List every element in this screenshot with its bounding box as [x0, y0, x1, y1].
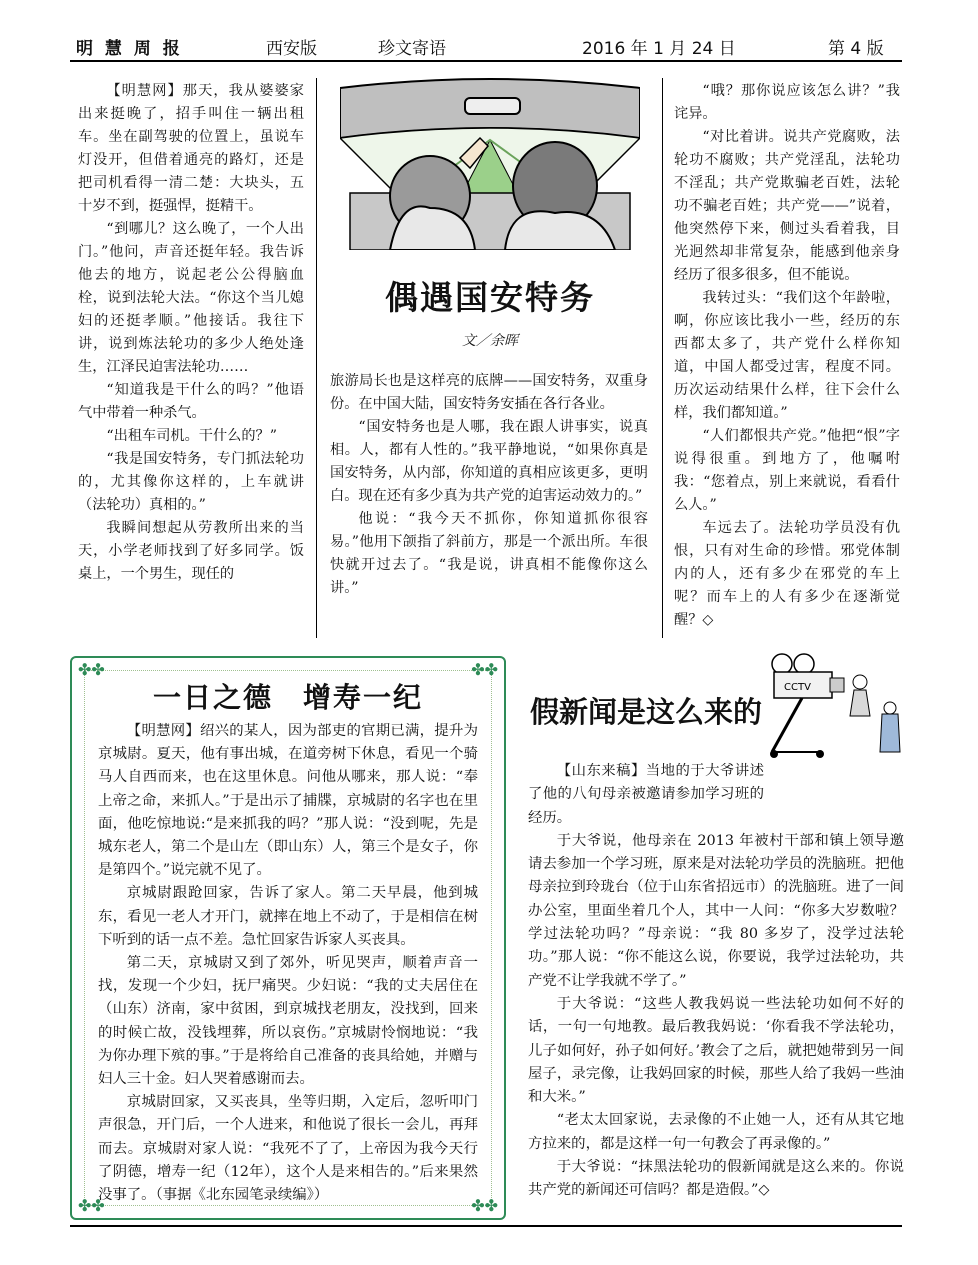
paragraph: “知道我是干什么的吗？”他语气中带着一种杀气。	[78, 382, 304, 421]
paragraph: “我是国安特务，专门抓法轮功的，尤其像你这样的，上车就讲（法轮功）真相的。”	[78, 451, 304, 513]
article1-column-2	[330, 370, 648, 600]
camera-operator-illustration	[762, 652, 902, 762]
paragraph: 于大爷说：“抹黑法轮功的假新闻就是这么来的。你说共产党的新闻还可信吗？都是造假。”◇	[528, 1159, 904, 1199]
masthead	[70, 28, 902, 62]
paragraph: 【明慧网】那天，我从婆婆家出来挺晚了，招手叫住一辆出租车。坐在副驾驶的位置上，虽说车灯没开，但借着通亮的路灯，还是把司机看得一清二楚：大块头，五十岁不到，挺强悍，挺精干。	[78, 83, 304, 214]
paragraph: 【山东来稿】当地的于大爷讲述了他的八旬母亲被邀请参加学习班的经历。	[528, 763, 764, 826]
article3-body	[528, 760, 904, 1203]
article1-byline: 文／余晖	[462, 333, 518, 349]
paragraph: 京城尉回家，又买丧具，坐等归期，入定后，忽听叩门声很急，开门后，一个人进来，和他说了很长一会儿，再拜而去。京城尉对家人说：“我死不了了，上帝因为我今天行了阴德，增寿一纪（12年），这个人是来相告的。”后来果然没事了。（事据《北东园笔录续编》）	[98, 1094, 478, 1204]
camera-label: CCTV	[784, 682, 811, 693]
article1-column-1	[78, 80, 304, 586]
clover-icon: ✤✤	[78, 1196, 105, 1215]
paragraph: 旅游局长也是这样亮的底牌——国安特务，双重身份。在中国大陆，国安特务安插在各行各业。	[330, 373, 648, 412]
clover-icon: ✤✤	[78, 660, 105, 679]
clover-icon: ✤✤	[471, 1196, 498, 1215]
clover-icon: ✤✤	[471, 660, 498, 679]
article1-column-3	[674, 80, 900, 632]
section-name: 珍文寄语	[378, 39, 446, 59]
issue-date: 2016 年 1 月 24 日	[582, 39, 736, 59]
page-number: 第 4 版	[828, 39, 884, 59]
paragraph: 车远去了。法轮功学员没有仇恨，只有对生命的珍惜。邪党体制内的人，还有多少在邪党的车上呢？而车上的人有多少在逐渐觉醒？◇	[674, 520, 900, 628]
car-illustration	[340, 78, 640, 250]
article2-title: 一日之德 增寿一纪	[152, 681, 423, 714]
paragraph: 京城尉跟跄回家，告诉了家人。第二天早晨，他到城东，看见一老人才开门，就摔在地上不动了，于是相信在树下听到的话一点不差。急忙回家告诉家人买丧具。	[98, 885, 478, 948]
paragraph: “对比着讲。说共产党腐败，法轮功不腐败；共产党淫乱，法轮功不淫乱；共产党欺骗老百姓，法轮功不骗老百姓；共产党——”说着，他突然停下来，侧过头看着我，目光迥然却非常复杂，能感到他亲身经历了很多很多，但不能说。	[674, 129, 900, 283]
paragraph: 【明慧网】绍兴的某人，因为部吏的官期已满，提升为京城尉。夏天，他有事出城，在道旁树下休息，看见一个骑马人自西而来，也在这里休息。问他从哪来，那人说：“奉上帝之命，来抓人。”于是出示了捕牒，京城尉的名字也在里面，他吃惊地说:“是来抓我的吗？”那人说：“没到呢，先是城东老人，第二个是山左（即山东）人，第三个是女子，你是第四个。”说完就不见了。	[98, 723, 478, 879]
column-divider	[662, 78, 663, 638]
paragraph: 我转过头：“我们这个年龄啦，啊，你应该比我小一些，经历的东西都太多了，共产党什么样你知道，中国人都受过害，程度不同。历次运动结果什么样，往下会什么样，我们都知道。”	[674, 290, 900, 421]
paragraph: 我瞬间想起从劳教所出来的当天，小学老师找到了好多同学。饭桌上，一个男生，现任的	[78, 520, 304, 582]
article2-body	[98, 720, 478, 1207]
article3-title: 假新闻是这么来的	[530, 695, 763, 729]
paragraph: “哦？那你说应该怎么讲？”我诧异。	[674, 83, 900, 122]
column-divider	[316, 78, 317, 638]
header-rule	[70, 60, 902, 62]
paragraph: “到哪儿？这么晚了，一个人出门。”他问，声音还挺年轻。我告诉他去的地方，说起老公公得脑血栓，说到法轮大法。“你这个当儿媳妇的还挺孝顺。”他接话。我往下讲，说到炼法轮功的多少人绝处逢生，江泽民迫害法轮功……	[78, 221, 304, 375]
paragraph: “人们都恨共产党。”他把“恨”字说得很重。到地方了，他嘱咐我：“您着点，别上来就说，看看什么人。”	[674, 428, 900, 513]
footer-rule	[70, 1225, 902, 1227]
paper-name: 明 慧 周 报	[76, 39, 183, 59]
paragraph: 于大爷说：“这些人教我妈说一些法轮功如何不好的话，一句一句地教。最后教我妈说：‘你看我不学法轮功，儿子如何好，孙子如何好。’教会了之后，就把她带到另一间屋子，录完像，让我妈回家的时候，那些人给了我妈一些油和大米。”	[528, 995, 904, 1106]
paragraph: “老太太回家说，去录像的不止她一人，还有从其它地方拉来的，都是这样一句一句教会了再录像的。”	[528, 1112, 904, 1152]
paragraph: 第二天，京城尉又到了郊外，听见哭声，顺着声音一找，发现一个少妇，抚尸痛哭。少妇说：“我的丈夫居住在（山东）济南，家中贫困，到京城找老朋友，没找到，回来的时候亡故，没钱埋葬，所以哀伤。”京城尉怜悯地说：“我为你办理下殡的事。”于是将给自己准备的丧具给她，并赠与妇人三十金。妇人哭着感谢而去。	[98, 955, 478, 1088]
paragraph: “出租车司机。干什么的？”	[106, 428, 277, 444]
paragraph: 他说：“我今天不抓你，你知道抓你很容易。”他用下颌指了斜前方，那是一个派出所。车很快就开过去了。“我是说，讲真相不能像你这么讲。”	[330, 511, 648, 596]
edition-name: 西安版	[266, 39, 317, 59]
article1-title: 偶遇国安特务	[385, 278, 595, 317]
paragraph: 于大爷说，他母亲在 2013 年被村干部和镇上领导邀请去参加一个学习班，原来是对法轮功学员的洗脑班。把他母亲拉到玲珑台（位于山东省招远市）的洗脑班。进了一间办公室，里面坐着几个人，其中一人问：“你多大岁数啦？学过法轮功吗？”母亲说：“我 80 多岁了，没学过法轮功。”那人说：“你不能这么说，你要说，我学过法轮功，共产党不让学我就不学了。”	[528, 832, 904, 989]
article2-box	[70, 656, 506, 1220]
paragraph: “国安特务也是人哪，我在跟人讲事实，说真相。人，都有人性的。”我平静地说，“如果你真是国安特务，从内部，你知道的真相应该更多，更明白。现在还有多少真为共产党的迫害运动效力的。”	[330, 419, 648, 504]
